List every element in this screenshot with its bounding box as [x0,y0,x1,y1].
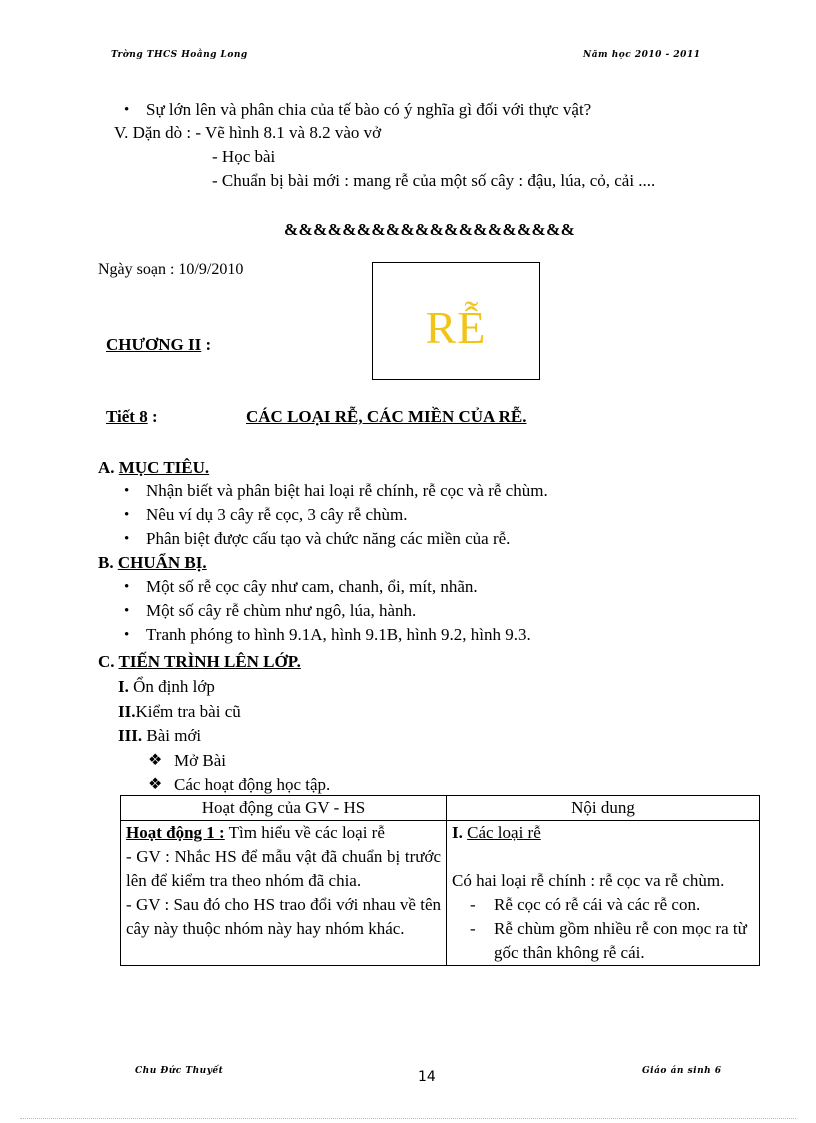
homework-item-2: - Chuẩn bị bài mới : mang rễ của một số cây : đậu, lúa, cỏ, cải .... [212,171,656,190]
section-c-title: TIẾN TRÌNH LÊN LỚP. [118,652,301,671]
content-cell [447,821,760,966]
date-line: Ngày soạn : 10/9/2010 [98,261,244,278]
step-row [118,700,241,724]
step-text: Ổn định lớp [128,677,215,696]
activities-cell [121,821,447,966]
homework-label: V. Dặn dò : - Vẽ hình 8.1 và 8.2 vào vở [114,123,382,142]
preparation-item: • Một số rễ cọc cây như cam, chanh, ổi, mít, nhãn. [146,575,478,599]
content-section-title: Các loại rễ [467,823,541,842]
lesson-suffix: : [147,407,158,426]
objective-item: • Phân biệt được cấu tạo và chức năng các miền của rễ. [146,527,510,551]
activity-text: Tìm hiểu về các loại rễ [224,823,385,842]
sub-step-row [148,773,331,797]
step-row [118,675,215,699]
step-number: II. [118,702,136,721]
step-text: Bài mới [142,726,202,745]
content-heading [452,821,754,845]
table-row [121,821,760,966]
footer-title: Giáo án sinh 6 [642,1066,722,1076]
activity-paragraph: - GV : Sau đó cho HS trao đổi với nhau về tên cây này thuộc nhóm này hay nhóm khác. [126,895,441,938]
chapter-title: RỄ [425,302,487,353]
header-school: Trờng THCS Hoằng Long [111,50,248,60]
review-question: • Sự lớn lên và phân chia của tế bào có ý nghĩa gì đối với thực vật? [146,98,591,122]
chapter-label: CHƯƠNG II [106,335,202,354]
activity-heading [126,821,441,845]
header-year: Năm học 2010 - 2011 [583,50,701,60]
chapter-title-box [372,262,540,380]
section-c-prefix: C. [98,652,119,671]
sub-step-text: Mở Bài [174,751,226,770]
lesson-label-row [106,405,158,429]
section-a-heading [98,456,209,480]
section-a-title: MỤC TIÊU. [118,458,210,477]
chapter-label-row [106,333,211,357]
step-number: I. [118,677,129,696]
page-number: 14 [418,1069,436,1085]
section-c-heading [98,650,301,674]
lesson-label: Tiết 8 [106,407,148,426]
sub-step-row [148,749,226,773]
section-b-heading [98,551,207,575]
footer-author: Chu Đức Thuyết [135,1066,224,1076]
activity-table [120,795,760,966]
header-activities: Hoạt động của GV - HS [121,796,447,821]
objective-item: • Nêu ví dụ 3 cây rễ cọc, 3 cây rễ chùm. [146,503,408,527]
chapter-suffix: : [201,335,212,354]
diamond-bullet-icon: ❖ [148,776,163,793]
objective-item: • Nhận biết và phân biệt hai loại rễ chính, rễ cọc và rễ chùm. [146,479,548,503]
preparation-item: • Một số cây rễ chùm như ngô, lúa, hành. [146,599,416,623]
header-content: Nội dung [447,796,760,821]
page-edge-divider [20,1118,796,1119]
section-b-title: CHUẨN BỊ. [117,553,207,572]
step-number: III. [118,726,143,745]
content-intro: Có hai loại rễ chính : rễ cọc va rễ chùm. [452,871,725,890]
section-a-prefix: A. [98,458,119,477]
activity-paragraph: - GV : Nhắc HS để mẫu vật đã chuẩn bị trước lên để kiểm tra theo nhóm đã chia. [126,847,441,890]
content-item: - Rễ cọc có rễ cái và các rễ con. [452,893,754,917]
diamond-bullet-icon: ❖ [148,752,163,769]
content-item: - Rễ chùm gồm nhiều rễ con mọc ra từ gốc thân không rễ cái. [452,917,754,965]
content-section-number: I. [452,823,468,842]
sub-step-text: Các hoạt động học tập. [174,775,331,794]
section-b-prefix: B. [98,553,118,572]
homework-item-1: - Học bài [212,147,276,166]
preparation-item: • Tranh phóng to hình 9.1A, hình 9.1B, hình 9.2, hình 9.3. [146,623,531,647]
table-header-row [121,796,760,821]
lesson-title: CÁC LOẠI RỄ, CÁC MIỀN CỦA RỄ. [246,407,527,426]
separator: &&&&&&&&&&&&&&&&&&&& [284,220,576,239]
step-row [118,724,201,748]
activity-label: Hoạt động 1 : [126,823,225,842]
step-text: Kiểm tra bài cũ [135,702,241,721]
